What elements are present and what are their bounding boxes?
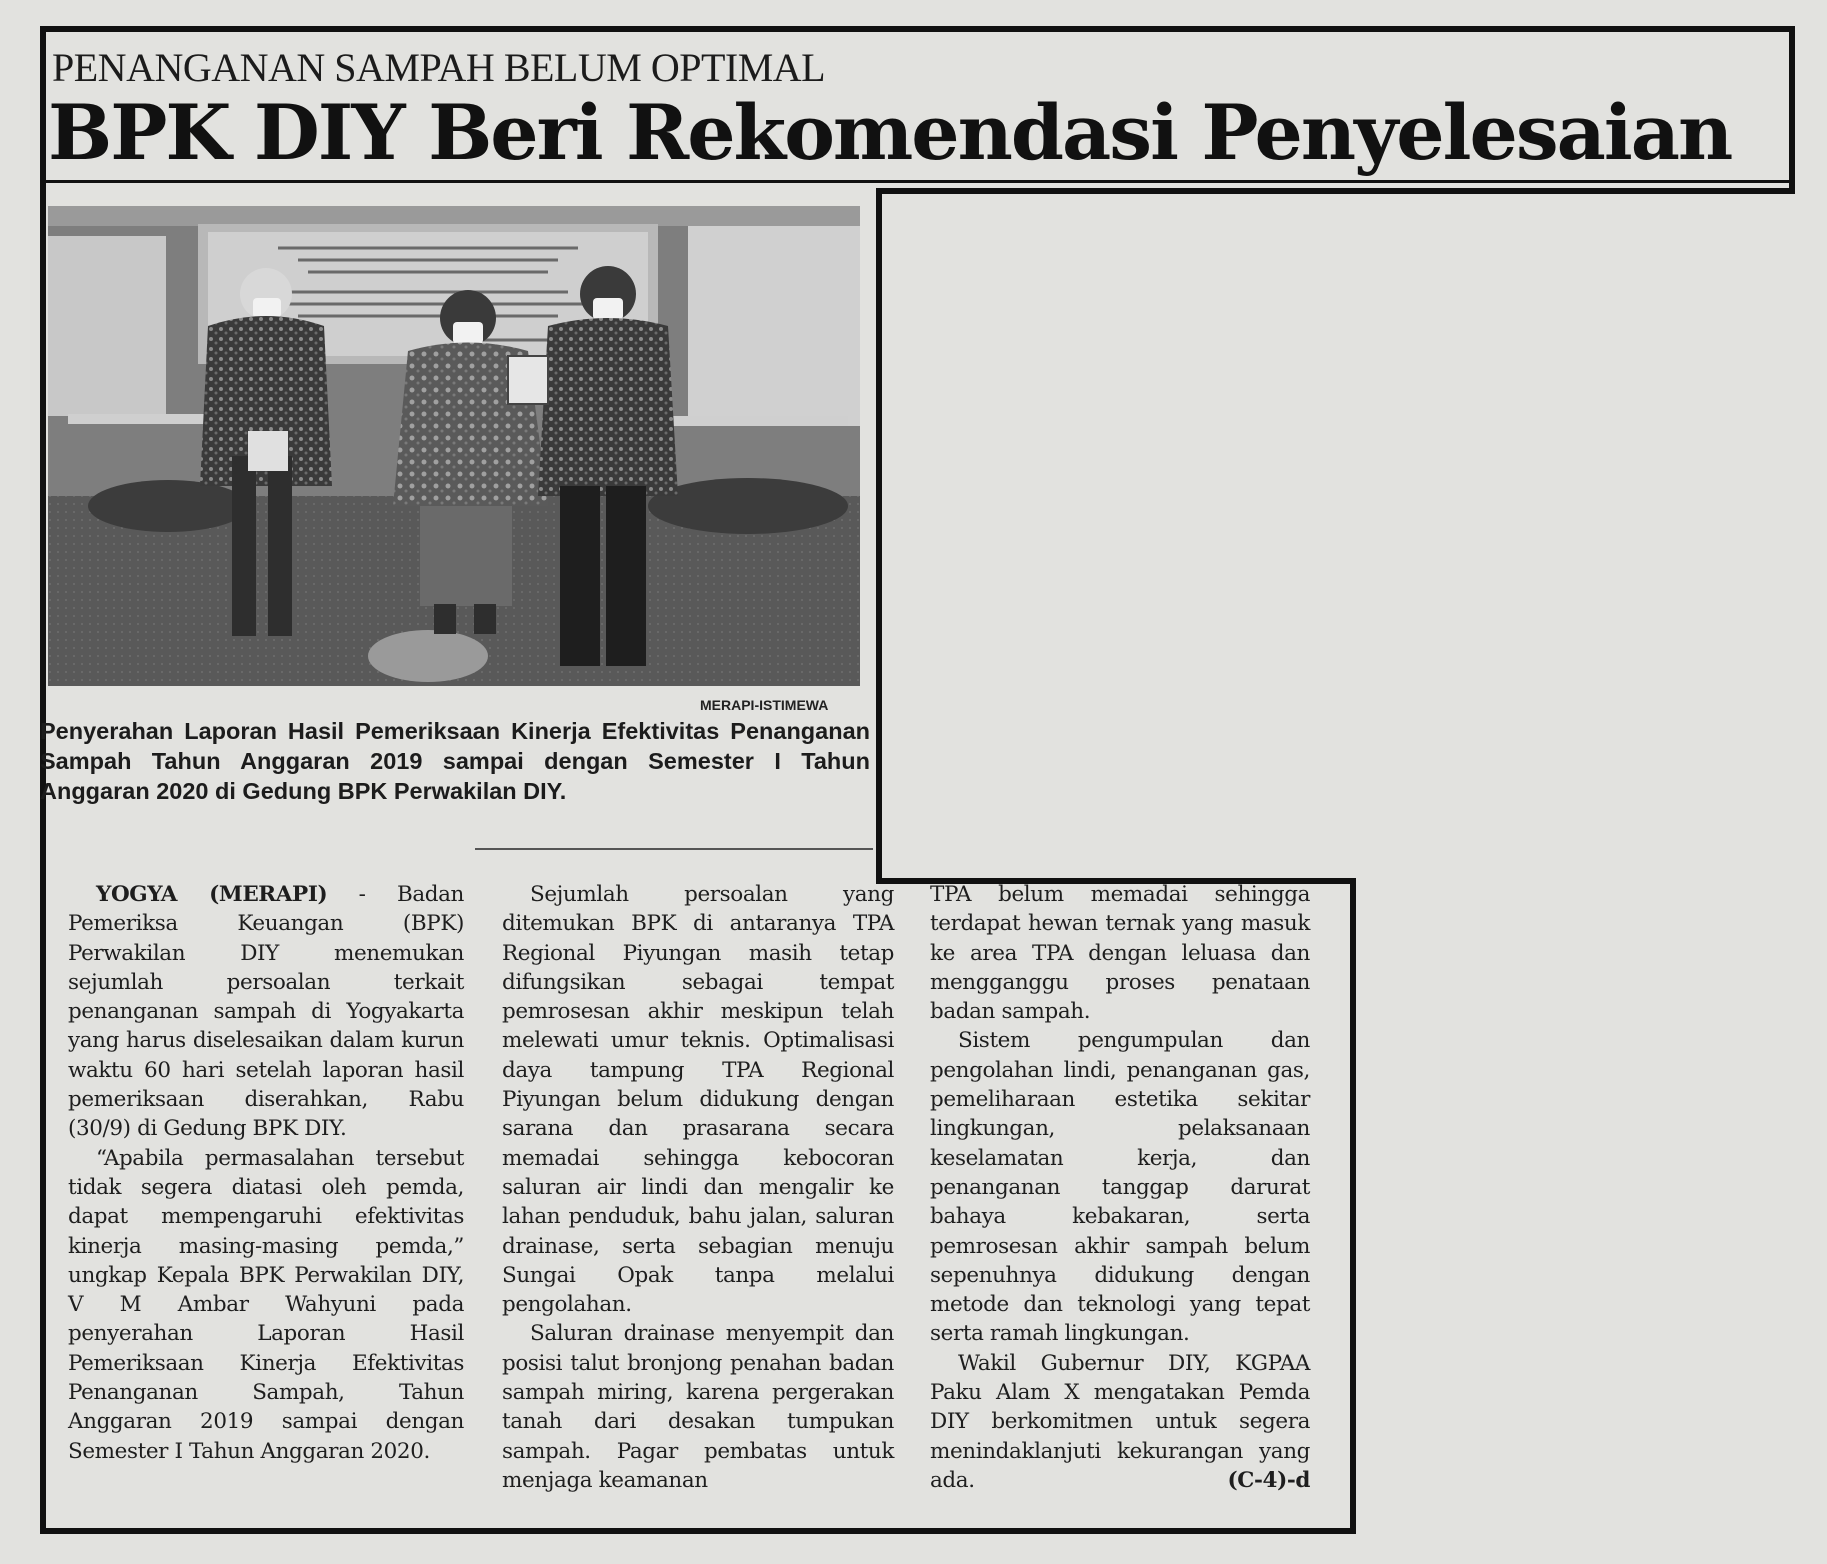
body-text: - Badan Pemeriksa Keuangan (BPK) Perwakilan DIY menemukan sejumlah persoalan terkait penanganan sampah di Yogyakarta yang harus diselesaikan dalam kurun waktu 60 hari setelah laporan hasil pemeriksaan diserahkan, Rabu (30/9) di Gedung BPK DIY. [68,882,464,1142]
clip-border-step-top [876,188,1795,194]
author-signoff: (C-4)-d [1227,1467,1310,1493]
photo-ceremony-illustration [48,206,860,686]
body-paragraph [930,1349,1310,1495]
article-column-3 [930,880,1310,1495]
article-kicker: PENANGANAN SAMPAH BELUM OPTIMAL [52,45,826,90]
clip-border-top [40,26,1795,32]
clip-border-bottom [40,1528,1356,1534]
headline-underline [46,180,1789,183]
article-column-2 [502,880,894,1495]
article-column-1 [68,880,464,1466]
clip-border-step-left [876,188,882,880]
body-text: Wakil Gubernur DIY, KGPAA Paku Alam X mengatakan Pemda DIY berkomitmen untuk segera menindaklanjuti kekurangan yang ada. [930,1350,1310,1493]
body-paragraph: Saluran drainase menyempit dan posisi talut bronjong penahan badan sampah miring, karena pergerakan tanah dari desakan tumpukan sampah. Pagar pembatas untuk menjaga keamanan [502,1321,894,1493]
body-paragraph: Sistem pengumpulan dan pengolahan lindi, penanganan gas, pemeliharaan estetika sekitar lingkungan, pelaksanaan keselamatan kerja, dan penanganan tanggap darurat bahaya kebakaran, serta pemrosesan akhir sampah belum sepenuhnya didukung dengan metode dan teknologi yang tepat serta ramah lingkungan. [930,1028,1310,1347]
body-paragraph: TPA belum memadai sehingga terdapat hewan ternak yang masuk ke area TPA dengan leluasa dan mengganggu proses penataan badan sampah. [930,882,1310,1025]
body-paragraph [68,880,464,1144]
caption-divider [475,848,873,850]
body-paragraph: “Apabila permasalahan tersebut tidak segera diatasi oleh pemda, dapat mempengaruhi efektivitas kinerja masing-masing pemda,” ungkap Kepala BPK Perwakilan DIY, V M Ambar Wahyuni pada penyerahan Laporan Hasil Pemeriksaan Kinerja Efektivitas Penanganan Sampah, Tahun Anggaran 2019 sampai dengan Semester I Tahun Anggaran 2020. [68,1145,464,1464]
article-headline: BPK DIY Beri Rekomendasi Penyelesaian [48,88,1732,177]
photo-caption: Penyerahan Laporan Hasil Pemeriksaan Kinerja Efektivitas Penanganan Sampah Tahun Anggaran 2019 sampai dengan Semester I Tahun Anggaran 2020 di Gedung BPK Perwakilan DIY. [40,718,870,804]
clip-border-right-lower [1350,878,1356,1534]
photo-credit: MERAPI-ISTIMEWA [700,697,829,713]
clip-border-right-upper [1789,26,1795,192]
dateline: YOGYA (MERAPI) [96,882,328,907]
article-photo [48,206,860,686]
body-paragraph: Sejumlah persoalan yang ditemukan BPK di antaranya TPA Regional Piyungan masih tetap difungsikan sebagai tempat pemrosesan akhir meskipun telah melewati umur teknis. Optimalisasi daya tampung TPA Regional Piyungan belum didukung dengan sarana dan prasarana secara memadai sehingga kebocoran saluran air lindi dan mengalir ke lahan penduduk, bahu jalan, saluran drainase, serta sebagian menuju Sungai Opak tanpa melalui pengolahan. [502,882,894,1318]
